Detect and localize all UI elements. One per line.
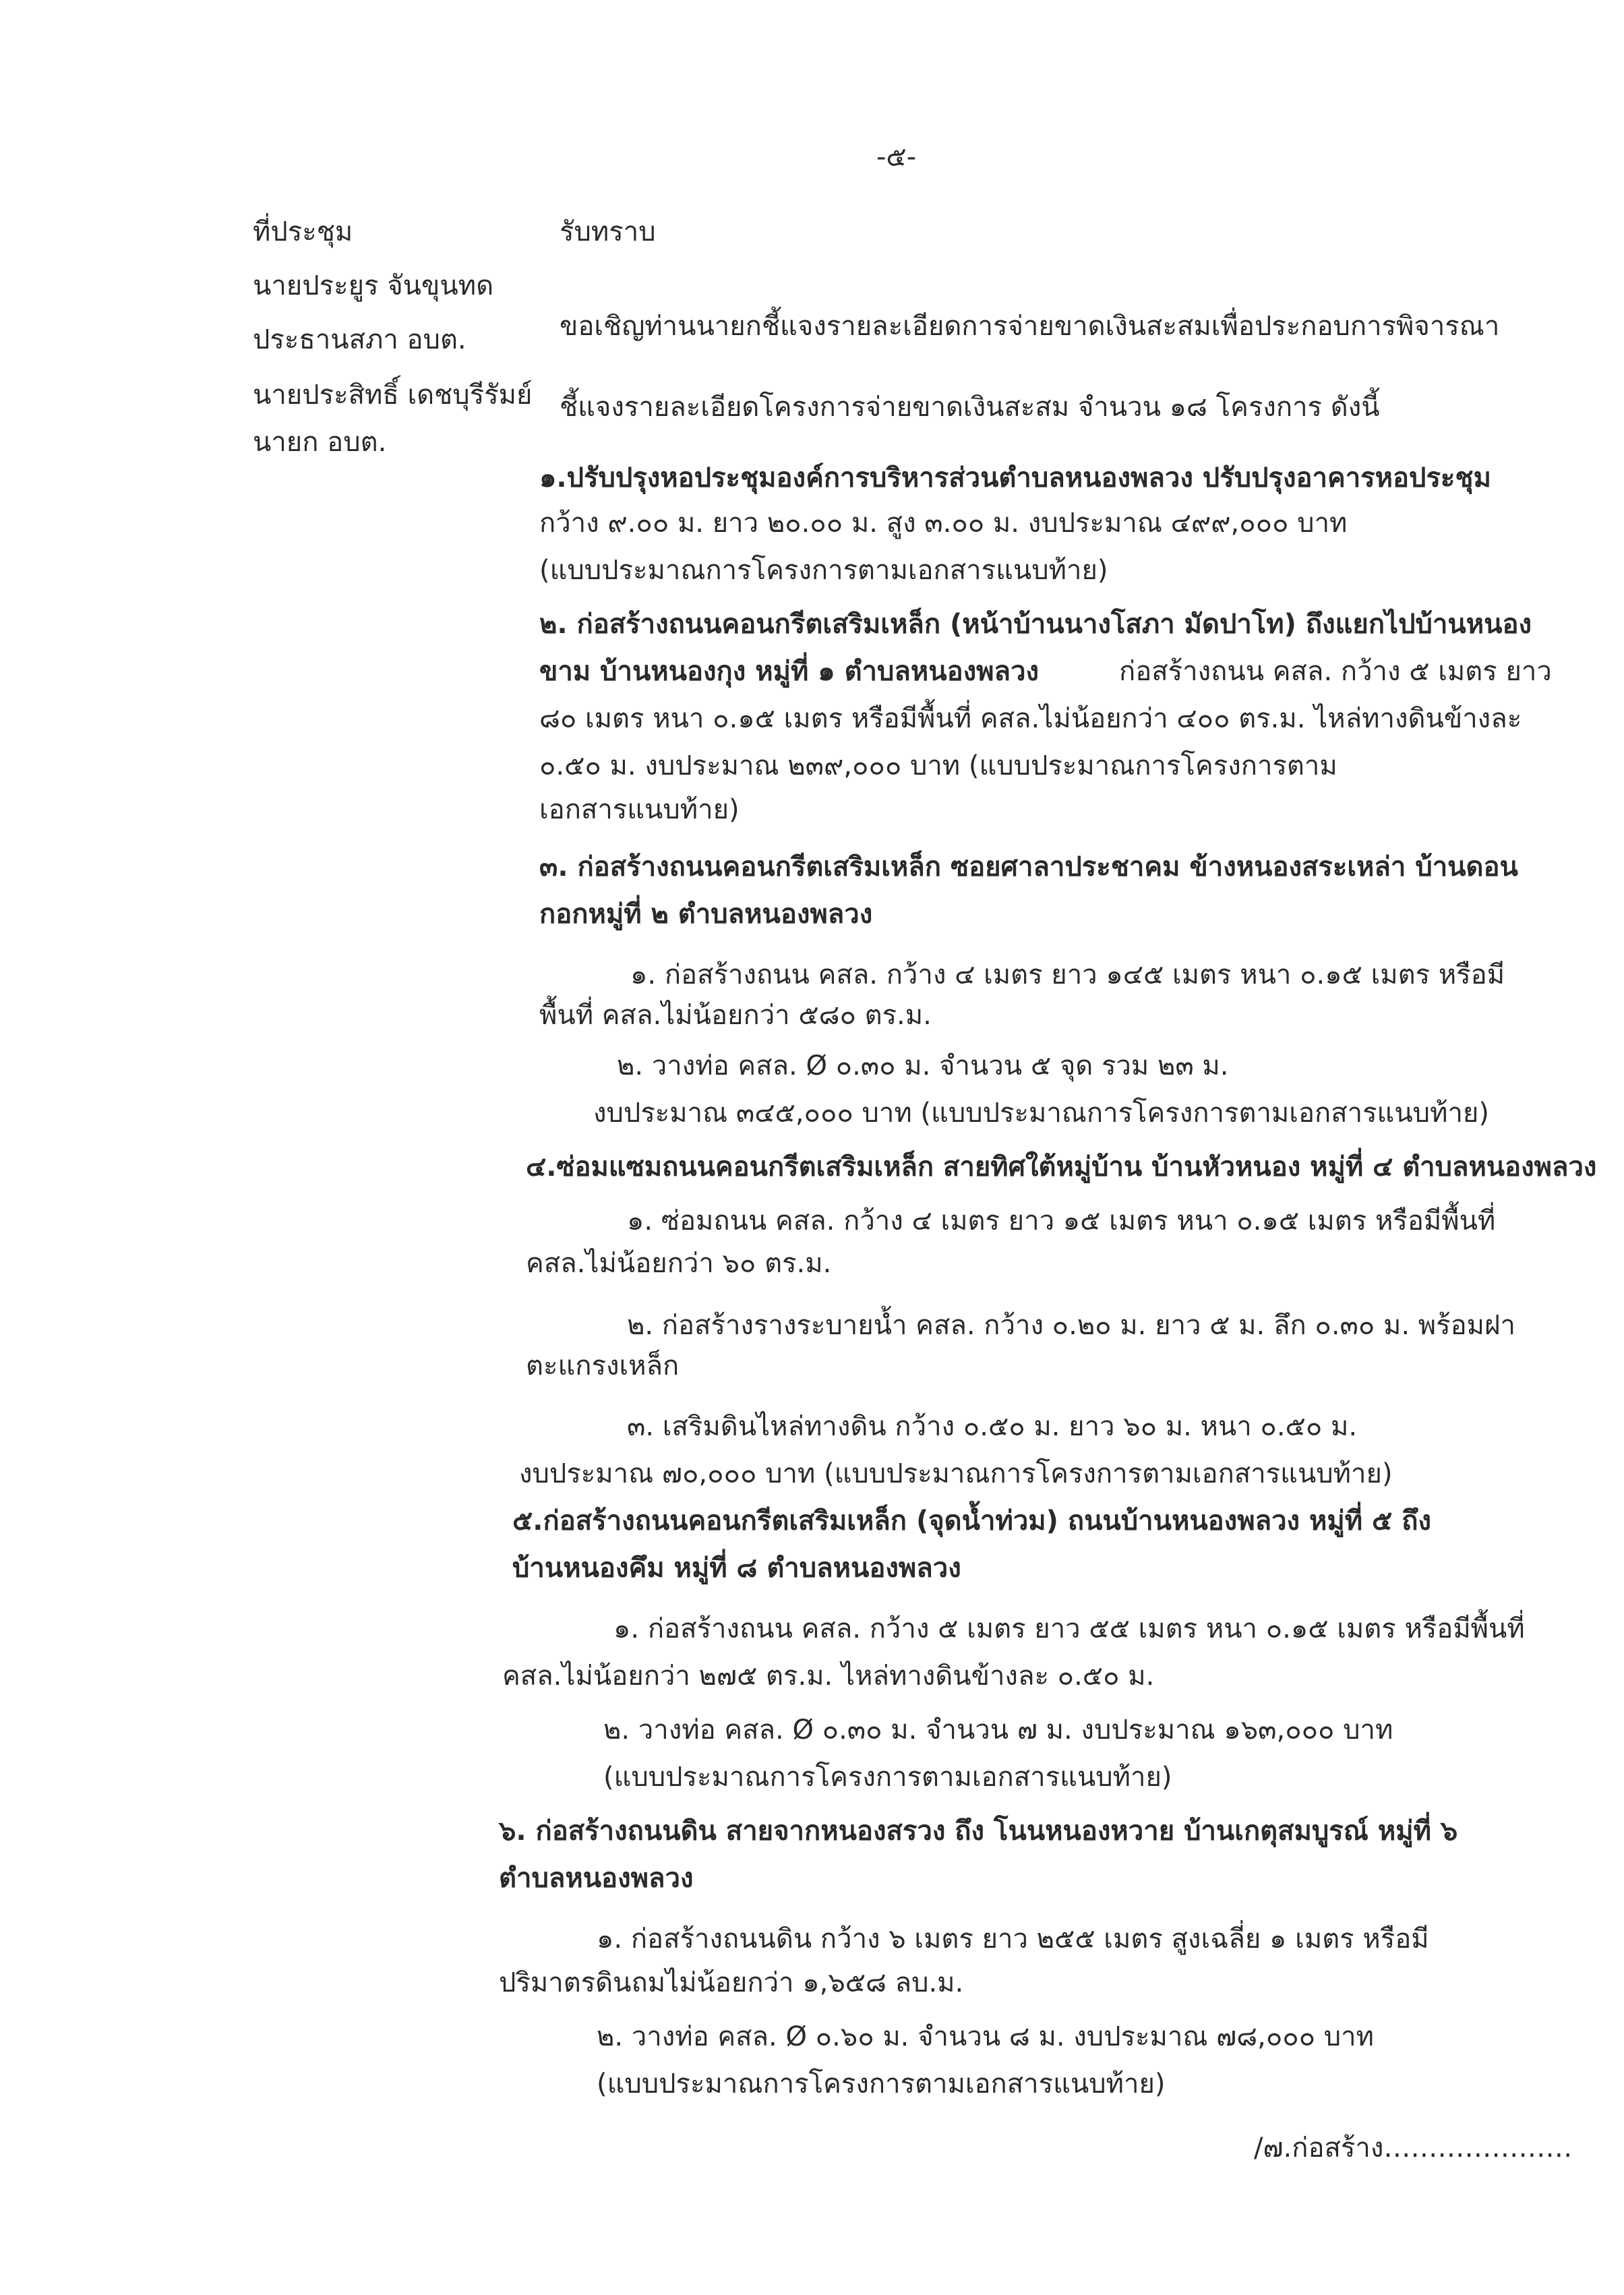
body-line: ๒. วางท่อ คสล. Ø ๐.๖๐ ม. จำนวน ๘ ม. งบประมาณ ๗๘,๐๐๐ บาท xyxy=(597,2021,1375,2052)
body-line: ๑. ก่อสร้างถนนดิน กว้าง ๖ เมตร ยาว ๒๕๕ เมตร สูงเฉลี่ย ๑ เมตร หรือมี xyxy=(597,1924,1429,1955)
body-line: ๒. วางท่อ คสล. Ø ๐.๓๐ ม. จำนวน ๗ ม. งบประมาณ ๑๖๓,๐๐๐ บาท xyxy=(603,1715,1393,1746)
body-line: ๓. เสริมดินไหล่ทางดิน กว้าง ๐.๕๐ ม. ยาว ๖๐ ม. หนา ๐.๕๐ ม. xyxy=(627,1411,1358,1442)
speaker-text: รับทราบ xyxy=(560,216,656,247)
body-line: ตะแกรงเหล็ก xyxy=(526,1350,680,1381)
body-line: ๑. ก่อสร้างถนน คสล. กว้าง ๕ เมตร ยาว ๕๕ เมตร หนา ๐.๑๕ เมตร หรือมีพื้นที่ xyxy=(613,1613,1525,1644)
body-line: ๑. ก่อสร้างถนน คสล. กว้าง ๔ เมตร ยาว ๑๔๕ เมตร หนา ๐.๑๕ เมตร หรือมี xyxy=(630,959,1505,990)
body-line: ก่อสร้างถนน คสล. กว้าง ๕ เมตร ยาว xyxy=(1119,656,1552,687)
body-line: คสล.ไม่น้อยกว่า ๖๐ ตร.ม. xyxy=(526,1248,832,1279)
speaker-role: ประธานสภา อบต. xyxy=(253,324,467,355)
body-line: งบประมาณ ๗๐,๐๐๐ บาท (แบบประมาณการโครงการตามเอกสารแนบท้าย) xyxy=(519,1458,1393,1489)
speaker-text: ขอเชิญท่านนายกชี้แจงรายละเอียดการจ่ายขาดเงินสะสมเพื่อประกอบการพิจารณา xyxy=(560,311,1500,342)
body-line: งบประมาณ ๓๔๕,๐๐๐ บาท (แบบประมาณการโครงการตามเอกสารแนบท้าย) xyxy=(593,1098,1489,1129)
body-line: บ้านหนองคึม หมู่ที่ ๘ ตำบลหนองพลวง xyxy=(512,1553,961,1584)
page-number: -๕- xyxy=(876,142,917,173)
speaker-name: นายประยูร จันขุนทด xyxy=(253,270,494,301)
body-line: เอกสารแนบท้าย) xyxy=(539,794,740,825)
body-line: ๐.๕๐ ม. งบประมาณ ๒๓๙,๐๐๐ บาท (แบบประมาณการโครงการตาม xyxy=(539,750,1337,781)
speaker-name: ที่ประชุม xyxy=(253,216,353,247)
body-line: ๑. ซ่อมถนน คสล. กว้าง ๔ เมตร ยาว ๑๕ เมตร หนา ๐.๑๕ เมตร หรือมีพื้นที่ xyxy=(627,1205,1496,1236)
speaker-name: นายประสิทธิ์ เดชบุรีรัมย์ xyxy=(253,380,533,411)
body-line: กอกหมู่ที่ ๒ ตำบลหนองพลวง xyxy=(539,899,873,930)
body-line: ๒. วางท่อ คสล. Ø ๐.๓๐ ม. จำนวน ๕ จุด รวม ๒๓ ม. xyxy=(617,1050,1229,1081)
body-line: ขาม บ้านหนองกุง หมู่ที่ ๑ ตำบลหนองพลวง xyxy=(539,656,1040,687)
body-line: ๓. ก่อสร้างถนนคอนกรีตเสริมเหล็ก ซอยศาลาประชาคม ข้างหนองสระเหล่า บ้านดอน xyxy=(539,852,1518,883)
body-line: (แบบประมาณการโครงการตามเอกสารแนบท้าย) xyxy=(603,1762,1172,1793)
body-line: (แบบประมาณการโครงการตามเอกสารแนบท้าย) xyxy=(539,555,1108,586)
body-line: (แบบประมาณการโครงการตามเอกสารแนบท้าย) xyxy=(597,2068,1166,2099)
body-line: ๑.ปรับปรุงหอประชุมองค์การบริหารส่วนตำบลหนองพลวง ปรับปรุงอาคารหอประชุม xyxy=(539,463,1491,494)
body-line: กว้าง ๙.๐๐ ม. ยาว ๒๐.๐๐ ม. สูง ๓.๐๐ ม. งบประมาณ ๔๙๙,๐๐๐ บาท xyxy=(539,508,1348,539)
body-line: ปริมาตรดินถมไม่น้อยกว่า ๑,๖๕๘ ลบ.ม. xyxy=(499,1967,964,1998)
body-line: ๒. ก่อสร้างรางระบายน้ำ คสล. กว้าง ๐.๒๐ ม. ยาว ๕ ม. ลึก ๐.๓๐ ม. พร้อมฝา xyxy=(627,1310,1515,1341)
speaker-text: ชี้แจงรายละเอียดโครงการจ่ายขาดเงินสะสม จำนวน ๑๘ โครงการ ดังนี้ xyxy=(560,392,1380,423)
continuation-note: /๗.ก่อสร้าง………………… xyxy=(1254,2133,1573,2164)
body-line: ๔.ซ่อมแซมถนนคอนกรีตเสริมเหล็ก สายทิศใต้หมู่บ้าน บ้านหัวหนอง หมู่ที่ ๔ ตำบลหนองพลวง xyxy=(526,1152,1597,1183)
speaker-role: นายก อบต. xyxy=(253,427,387,458)
body-line: ๘๐ เมตร หนา ๐.๑๕ เมตร หรือมีพื้นที่ คสล.ไม่น้อยกว่า ๔๐๐ ตร.ม. ไหล่ทางดินข้างละ xyxy=(539,703,1522,734)
body-line: ๒. ก่อสร้างถนนคอนกรีตเสริมเหล็ก (หน้าบ้านนางโสภา มัดปาโท) ถึงแยกไปบ้านหนอง xyxy=(539,609,1532,640)
body-line: ๖. ก่อสร้างถนนดิน สายจากหนองสรวง ถึง โนนหนองหวาย บ้านเกตุสมบูรณ์ หมู่ที่ ๖ xyxy=(499,1816,1458,1847)
body-line: ๕.ก่อสร้างถนนคอนกรีตเสริมเหล็ก (จุดน้ำท่วม) ถนนบ้านหนองพลวง หมู่ที่ ๕ ถึง xyxy=(512,1506,1431,1537)
body-line: พื้นที่ คสล.ไม่น้อยกว่า ๕๘๐ ตร.ม. xyxy=(539,1000,932,1031)
body-line: คสล.ไม่น้อยกว่า ๒๗๕ ตร.ม. ไหล่ทางดินข้างละ ๐.๕๐ ม. xyxy=(502,1661,1155,1692)
body-line: ตำบลหนองพลวง xyxy=(499,1863,694,1894)
